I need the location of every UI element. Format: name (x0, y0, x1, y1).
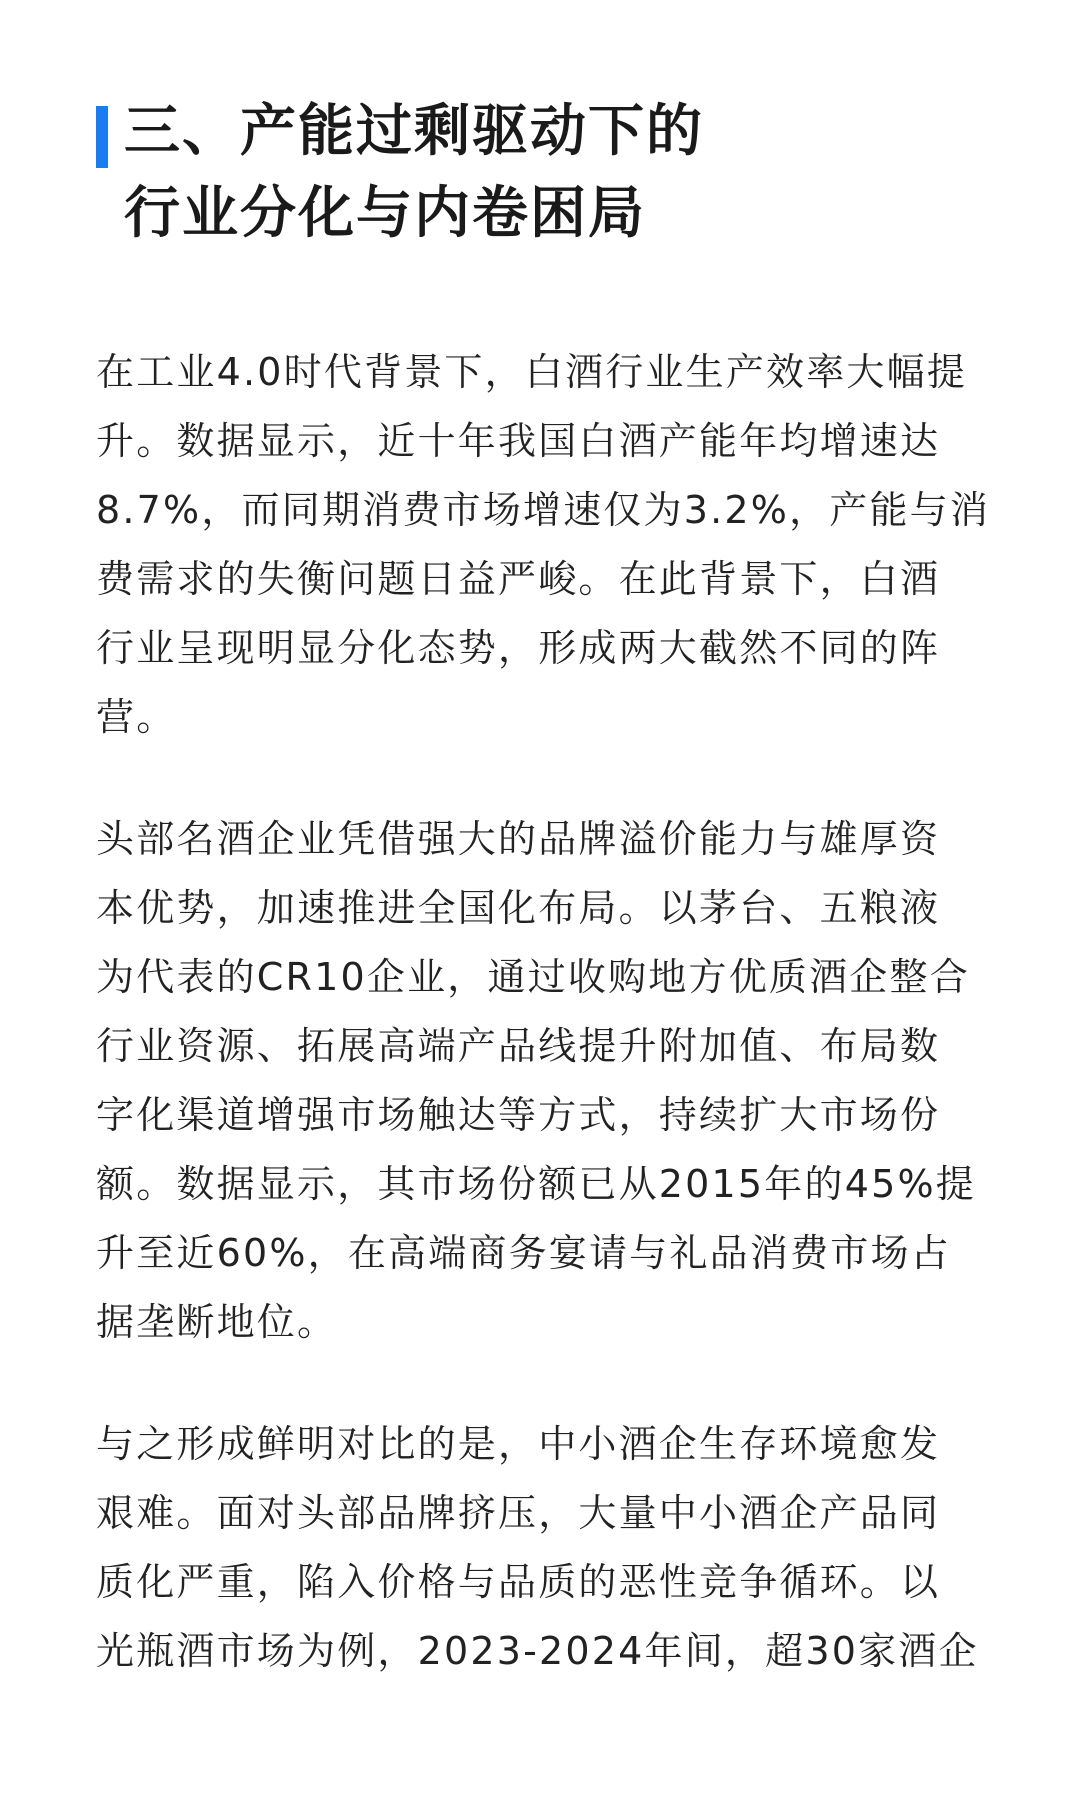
paragraph-line: 费需求的失衡问题日益严峻。在此背景下，白酒 (96, 557, 941, 601)
paragraph-2 (96, 805, 986, 1357)
paragraph-3 (96, 1410, 986, 1686)
paragraph-line: 与之形成鲜明对比的是，中小酒企生存环境愈发 (96, 1422, 941, 1466)
paragraph-line: 升。数据显示，近十年我国白酒产能年均增速达 (96, 419, 941, 463)
paragraph-line: 行业资源、拓展高端产品线提升附加值、布局数 (96, 1024, 941, 1068)
paragraph-line: 头部名酒企业凭借强大的品牌溢价能力与雄厚资 (96, 817, 941, 861)
paragraph-1 (96, 338, 991, 752)
paragraph-line: 本优势，加速推进全国化布局。以茅台、五粮液 (96, 886, 941, 930)
heading-accent-bar (96, 106, 108, 168)
paragraph-line: 8.7%，而同期消费市场增速仅为3.2%，产能与消 (96, 488, 991, 532)
paragraph-line: 升至近60%，在高端商务宴请与礼品消费市场占 (96, 1231, 951, 1275)
paragraph-line: 行业呈现明显分化态势，形成两大截然不同的阵 (96, 626, 941, 670)
paragraph-line: 营。 (96, 695, 177, 739)
paragraph-line: 质化严重，陷入价格与品质的恶性竞争循环。以 (96, 1560, 941, 1604)
heading-line-2: 行业分化与内卷困局 (124, 181, 646, 246)
paragraph-line: 字化渠道增强市场触达等方式，持续扩大市场份 (96, 1093, 941, 1137)
paragraph-line: 额。数据显示，其市场份额已从2015年的45%提 (96, 1162, 976, 1206)
paragraph-line: 在工业4.0时代背景下，白酒行业生产效率大幅提 (96, 350, 968, 394)
paragraph-line: 为代表的CR10企业，通过收购地方优质酒企整合 (96, 955, 970, 999)
paragraph-line: 据垄断地位。 (96, 1300, 338, 1344)
paragraph-line: 光瓶酒市场为例，2023-2024年间，超30家酒企 (96, 1629, 979, 1673)
heading-line-1: 三、产能过剩驱动下的 (124, 99, 704, 164)
paragraph-line: 艰难。面对头部品牌挤压，大量中小酒企产品同 (96, 1491, 941, 1535)
